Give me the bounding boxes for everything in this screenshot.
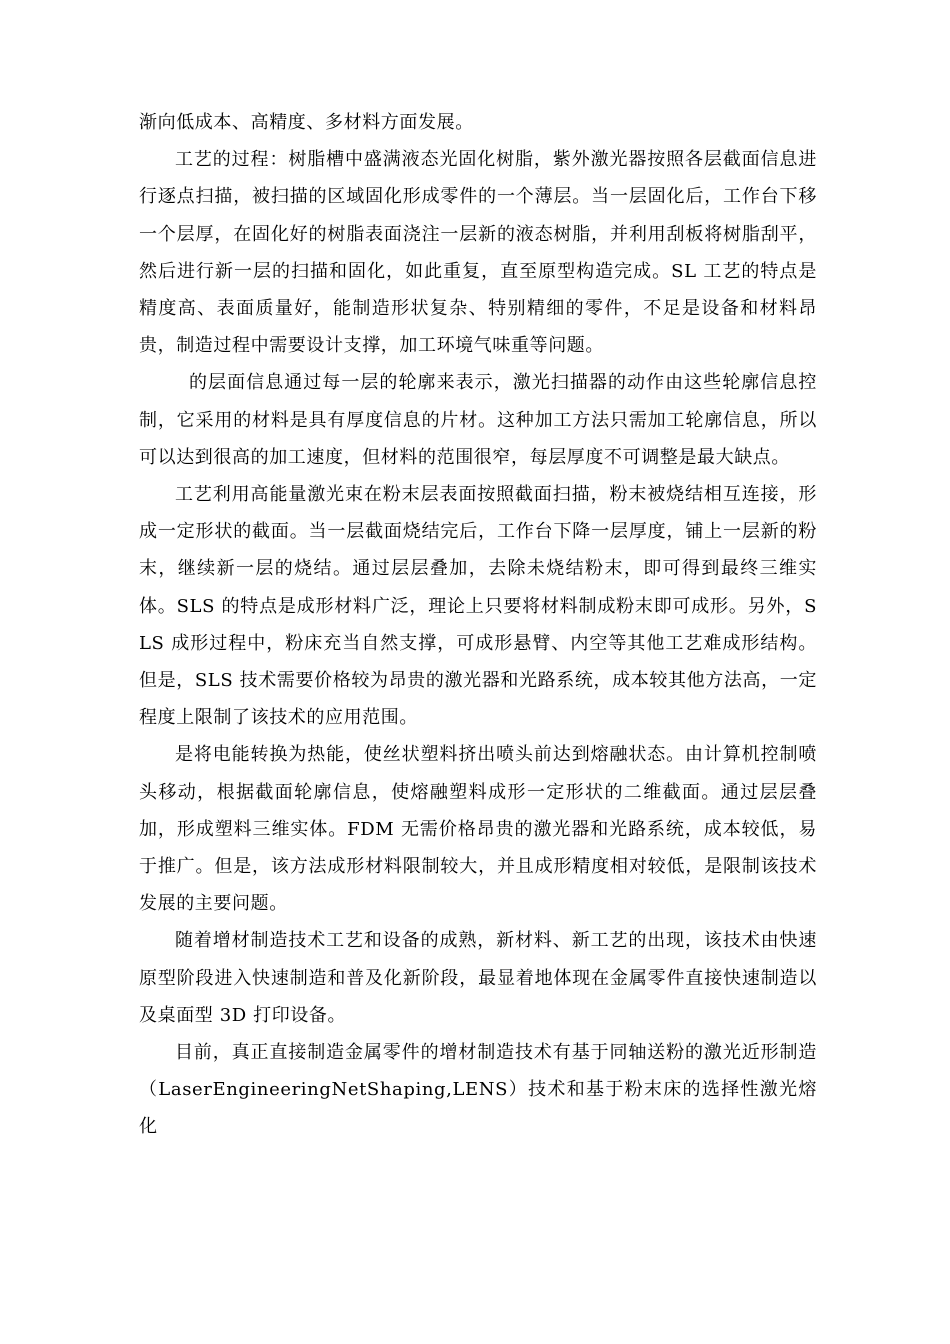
paragraph-2: 工艺的过程：树脂槽中盛满液态光固化树脂，紫外激光器按照各层截面信息进行逐点扫描，被扫描的区域固化形成零件的一个薄层。当一层固化后，工作台下移一个层厚，在固化好的树脂表面浇注一层新的液态树脂，并利用刮板将树脂刮平，然后进行新一层的扫描和固化，如此重复，直至原型构造完成。SL 工艺的特点是精度高、表面质量好，能制造形状复杂、特别精细的零件，不足是设备和材料昂贵，制造过程中需要设计支撑，加工环境气味重等问题。 [139, 149, 817, 357]
paragraph-1: 渐向低成本、高精度、多材料方面发展。 [139, 112, 474, 133]
document-page [139, 104, 817, 1146]
paragraph-3: 的层面信息通过每一层的轮廓来表示，激光扫描器的动作由这些轮廓信息控制，它采用的材料是具有厚度信息的片材。这种加工方法只需加工轮廓信息，所以可以达到很高的加工速度，但材料的范围很窄，每层厚度不可调整是最大缺点。 [139, 372, 817, 468]
paragraph-7: 目前，真正直接制造金属零件的增材制造技术有基于同轴送粉的激光近形制造（LaserEngineeringNetShaping,LENS）技术和基于粉末床的选择性激光熔化 [139, 1042, 817, 1138]
paragraph-5: 是将电能转换为热能，使丝状塑料挤出喷头前达到熔融状态。由计算机控制喷头移动，根据截面轮廓信息，使熔融塑料成形一定形状的二维截面。通过层层叠加，形成塑料三维实体。FDM 无需价格昂贵的激光器和光路系统，成本较低，易于推广。但是，该方法成形材料限制较大，并且成形精度相对较低，是限制该技术发展的主要问题。 [139, 744, 817, 915]
paragraph-4: 工艺利用高能量激光束在粉末层表面按照截面扫描，粉末被烧结相互连接，形成一定形状的截面。当一层截面烧结完后，工作台下降一层厚度，铺上一层新的粉末，继续新一层的烧结。通过层层叠加，去除未烧结粉末，即可得到最终三维实体。SLS 的特点是成形材料广泛，理论上只要将材料制成粉末即可成形。另外，SLS 成形过程中，粉床充当自然支撑，可成形悬臂、内空等其他工艺难成形结构。但是，SLS 技术需要价格较为昂贵的激光器和光路系统，成本较其他方法高，一定程度上限制了该技术的应用范围。 [139, 484, 817, 729]
paragraph-6: 随着增材制造技术工艺和设备的成熟，新材料、新工艺的出现，该技术由快速原型阶段进入快速制造和普及化新阶段，最显着地体现在金属零件直接快速制造以及桌面型 3D 打印设备。 [139, 930, 817, 1026]
